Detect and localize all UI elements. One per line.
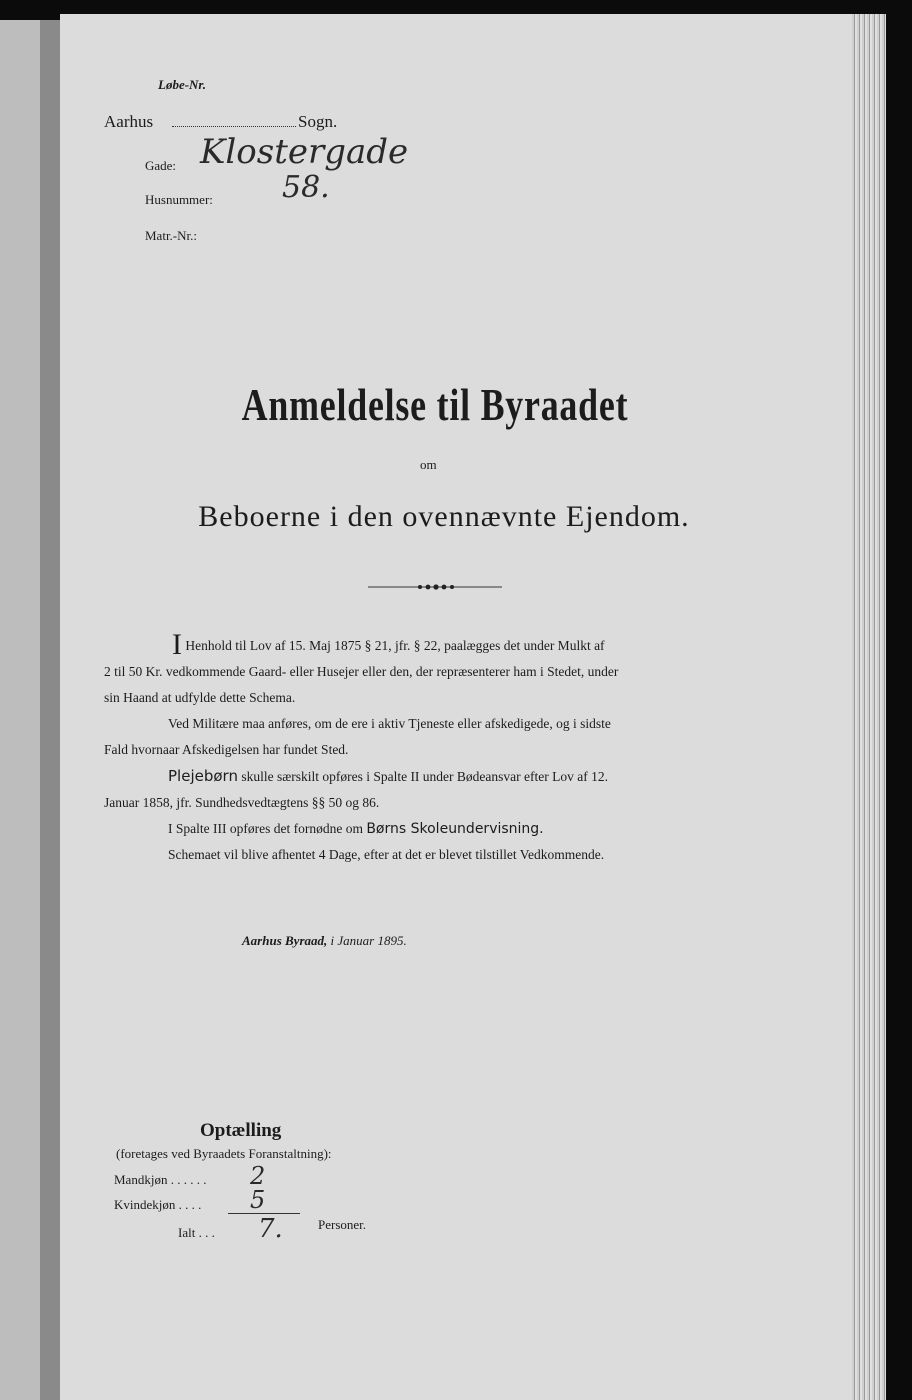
p3-line1-text: skulle særskilt opføres i Spalte II under Bødeansvar efter Lov af 12. — [241, 769, 608, 784]
document-title: Anmeldelse til Byraadet — [241, 379, 629, 430]
count-title: Optælling — [200, 1120, 282, 1141]
paragraph-5: Schemaet vil blive afhentet 4 Dage, efter at det er blevet tilstillet Vedkommende. — [168, 847, 605, 862]
body-text — [104, 628, 772, 868]
paragraph-1-line-1 — [104, 628, 772, 661]
total-label: Ialt . . . — [178, 1225, 215, 1240]
om-label: om — [420, 457, 437, 472]
plejeborn-emphasis: Plejebørn — [168, 767, 238, 785]
matr-label: Matr.-Nr.: — [145, 228, 197, 243]
left-page-gutter — [40, 20, 60, 1400]
female-value-handwritten: 5 — [250, 1186, 266, 1214]
paragraph-4 — [104, 816, 772, 842]
city-label: Aarhus — [104, 112, 154, 131]
female-label: Kvindekjøn . . . . — [114, 1197, 202, 1212]
paragraph-1-line-3: sin Haand at udfylde dette Schema. — [104, 690, 296, 705]
persons-label: Personer. — [318, 1217, 367, 1232]
count-subtitle: (foretages ved Byraadets Foranstaltning): — [116, 1146, 332, 1161]
paragraph-3-line-1 — [104, 763, 772, 790]
total-value-handwritten: 7. — [258, 1214, 283, 1244]
sogn-dotted-line — [172, 126, 296, 127]
gade-value-handwritten: Klostergade — [200, 132, 409, 172]
drop-initial: I — [172, 628, 182, 661]
skoleundervisning-emphasis: Børns Skoleundervisning. — [366, 821, 544, 837]
paragraph-1-line-2: 2 til 50 Kr. vedkommende Gaard- eller Husejer eller den, der repræsenterer ham i Stedet, under — [104, 664, 619, 679]
document-subtitle: Beboerne i den ovennævnte Ejendom. — [198, 500, 690, 533]
signature-date: i Januar 1895. — [330, 933, 407, 948]
gade-label: Gade: — [145, 158, 177, 173]
p4-text: I Spalte III opføres det fornødne om — [168, 821, 363, 836]
ornamental-divider — [368, 580, 502, 594]
signature-line — [242, 933, 407, 949]
paragraph-2-line-1: Ved Militære maa anføres, om de ere i aktiv Tjeneste eller afskedigede, og i sidste — [168, 716, 611, 731]
husnummer-value-handwritten: 58. — [282, 170, 330, 205]
male-value-handwritten: 2 — [250, 1162, 266, 1190]
paragraph-3-line-2: Januar 1858, jfr. Sundhedsvedtægtens §§ 50 og 86. — [104, 795, 380, 810]
page-stack-edge — [852, 14, 886, 1400]
paragraph-2-line-2: Fald hvornaar Afskedigelsen har fundet Sted. — [104, 742, 349, 757]
loebe-nr-label: Løbe-Nr. — [158, 77, 207, 92]
p1-line1-text: Henhold til Lov af 15. Maj 1875 § 21, jfr. § 22, paalægges det under Mulkt af — [185, 638, 605, 653]
husnummer-label: Husnummer: — [145, 192, 213, 207]
signature-org: Aarhus Byraad, — [242, 933, 328, 948]
male-label: Mandkjøn . . . . . . — [114, 1172, 207, 1187]
sogn-label: Sogn. — [298, 112, 338, 131]
